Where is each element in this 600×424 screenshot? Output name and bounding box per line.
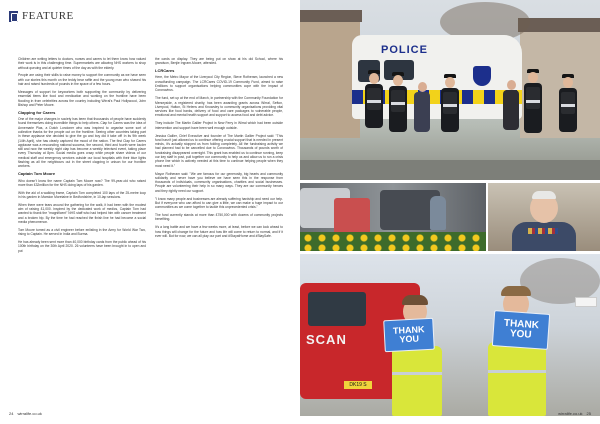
- paragraph: He has already been sent more than 40,000 birthday cards from the public ahead of his 100th birthday on the 30th April 2020. 26 volunteers have been brought in to open and put: [18, 240, 146, 253]
- article-body: [18, 57, 283, 405]
- subheading: Captain Tom Moore: [18, 171, 56, 177]
- firefighter-2-hair: [501, 286, 531, 296]
- street-sign: [575, 297, 597, 307]
- feature-book-icon: [9, 11, 18, 22]
- house-left: [300, 18, 360, 138]
- paragraph: Jessica Gallier, Chief Executive and founder of The Martin Gallier Project said: "This fund hasn't just allowed us to continue offering crucial support that is needed in present minds, it's actually stopped us from folding completely. All the fundraising activity we had planned had to be cancelled due to Coronavirus. Thousands of pounds worth of fundraising disappeared overnight. This grant has enabled us to continue running, keep our key staff in post, pull together our community to help us and allow us to run a crisis phone line which is actively needed at this time to continue helping people when they most need it.": [155, 133, 283, 168]
- paragraph: It's a long battle and we have a few weeks more, at least, before we can look ahead to how things will change for the future and how life will come to return to normal, and if it ever will. But for now, we can all play our part and #StayatHome and #StaySafe.: [155, 225, 283, 238]
- paragraph: With the aid of a walking frame, Captain Tom completed 100 laps of the 25-metre loop in his garden in Marston Moretaine in Bedfordshire, in 10-lap sessions.: [18, 190, 146, 199]
- medals: [528, 228, 558, 234]
- paragraph: the cards on display. They are being put on show at his old School, where his grandson, Benjie Ingram-Moore, attended.: [155, 57, 283, 66]
- subheading: LCRCares: [155, 68, 175, 74]
- paragraph: They include The Martin Gallier Project in New Ferry in Wirral which had been outside intervention and support have been well enough outside.: [155, 121, 283, 130]
- firefighter-2-jacket: [488, 342, 546, 416]
- thank-you-sign-1: THANK YOU: [383, 318, 435, 353]
- firefighter-1-hair: [402, 295, 428, 305]
- left-page-number: 24: [9, 411, 14, 416]
- paragraph: "I know many people and businesses are already suffering hardship and need our help. But if everyone who can afford to can give a little, we can make a huge impact to our communities as we come together to tackle this unprecedented crisis.": [155, 196, 283, 210]
- paragraph: Messages of support for keyworkers both supporting the community by delivering essential items like food and medication and working on the frontline have been flooding in from celebrities across the country including Wirral's Paul Hollywood, John Bishop and Peter Moore.: [18, 89, 146, 107]
- paragraph: People are using their skills to raise money to support the community as we have seen with our stories this month on the teddy bear raffle and the young man who shaved his hair and raised hundreds of pounds in the space of a few hours.: [18, 73, 146, 87]
- thank-you-sign-2: THANK YOU: [492, 310, 550, 350]
- paragraph: Here, the Metro Mayor of the Liverpool City Region, Steve Rotheram, launched a new crowdfunding campaign. The LCRCares COVID-19 Community Fund, aimed to raise £millions to support organisations helping communities cope with the impact of Coronavirus.: [155, 75, 283, 93]
- article-column-1: [18, 57, 146, 405]
- paragraph: Mayor Rotheram said: "We are famous for our generosity, big hearts and community solidarity and never have you believe we have seen this in the response from thousands of individuals, community organisations, charities and social businesses. People are volunteering their help in so many ways. They are our community heroes and they rightly need our support.: [155, 171, 283, 193]
- daffodils: [300, 232, 486, 251]
- section-header: [9, 9, 74, 23]
- section-label: FEATURE: [22, 10, 74, 22]
- right-page-number: 25: [586, 411, 591, 416]
- knitted-doll: [430, 196, 446, 230]
- white-hair: [532, 191, 556, 199]
- right-footer: [558, 411, 591, 416]
- paragraph: One of the major changes in society has been that thousands of people have suddenly found themselves doing incredible things to help others. Clap for Carers was the idea of Annemarie Plas, a Dutch Londoner who was inspired to organise some sort of collective thanks for the people out on the frontline. Seeing other countries taking part in these applause she decided to give the go and boy did it take off! In its 9th week (14th April), she has clearly captured the mood of the nation. The first Clap for Carers applause was a resounding national success, the second, third and fourth were louder still and now the weekly night clap has become a weekly televised event, taking place every Thursday at 8pm. Social media goes crazy while people share videos of our medical staff and emergency services outside our local hospitals with their blue lights flashing as all the neighbours out in the street clapping in unison for our frontline workers.: [18, 117, 146, 169]
- right-site-name[interactable]: wirralife.co.uk: [558, 411, 583, 416]
- blazer: [512, 222, 576, 251]
- fire-engine-window: [308, 292, 366, 326]
- paragraph: When there were tears around the gathering for the walk, it had been with the modest aim of raising £1,000. Inspired by the dedicated work of medics, Captain Tom had wanted to thank the "magnificent" NHS staff who had helped him with cancer treatment and a broken hip. By the time he had reached the finish line he had become a social media phenomenon.: [18, 202, 146, 225]
- roof-left: [300, 10, 362, 22]
- paragraph: The fund, set up at the end of March, in partnership with the Community Foundation for Merseyside, a registered charity, has been awarding grants across Wirral, Sefton, Liverpool, Halton, St Helens and Knowsley to community organisations providing vital services like food banks, delivery of food and care packages to vulnerable people, emotional and mental health support and support to access food and debt advice.: [155, 96, 283, 118]
- police-livery-text: POLICE: [381, 44, 428, 56]
- subheading: Clapping for Carers: [18, 109, 56, 115]
- police-crest-icon: [473, 66, 491, 86]
- firefighter-1-jacket: [392, 346, 442, 416]
- reflective-band-2: [488, 370, 546, 373]
- left-site-name[interactable]: wirralife.co.uk: [17, 411, 42, 416]
- left-footer: [9, 411, 42, 416]
- paragraph: Who doesn't know the name Captain Tom Moore now? The 99-year-old who raised more than £32million for the NHS doing laps of his garden.: [18, 178, 146, 187]
- paragraph: The fund currently stands at more than £750,000 with dozens of community projects benefiting.: [155, 213, 283, 222]
- paragraph: Children are writing letters to doctors, nurses and carers to let them know how valued their work is in this challenging time. Supermarkets are allowing NHS workers to shop without queuing and at quieter times of the day as with the elderly.: [18, 57, 146, 70]
- reflective-band-1: [392, 372, 442, 375]
- article-column-2: [155, 57, 283, 405]
- fire-engine-livery-text: SCAN: [306, 332, 347, 347]
- number-plate: DK19 S: [344, 381, 372, 389]
- paragraph: Tom Moore turned as a civil engineer before enlisting in the Army for World War Two, rising to Captain. He served in India and Burma.: [18, 227, 146, 237]
- roof-right: [518, 18, 600, 32]
- road: [300, 160, 600, 180]
